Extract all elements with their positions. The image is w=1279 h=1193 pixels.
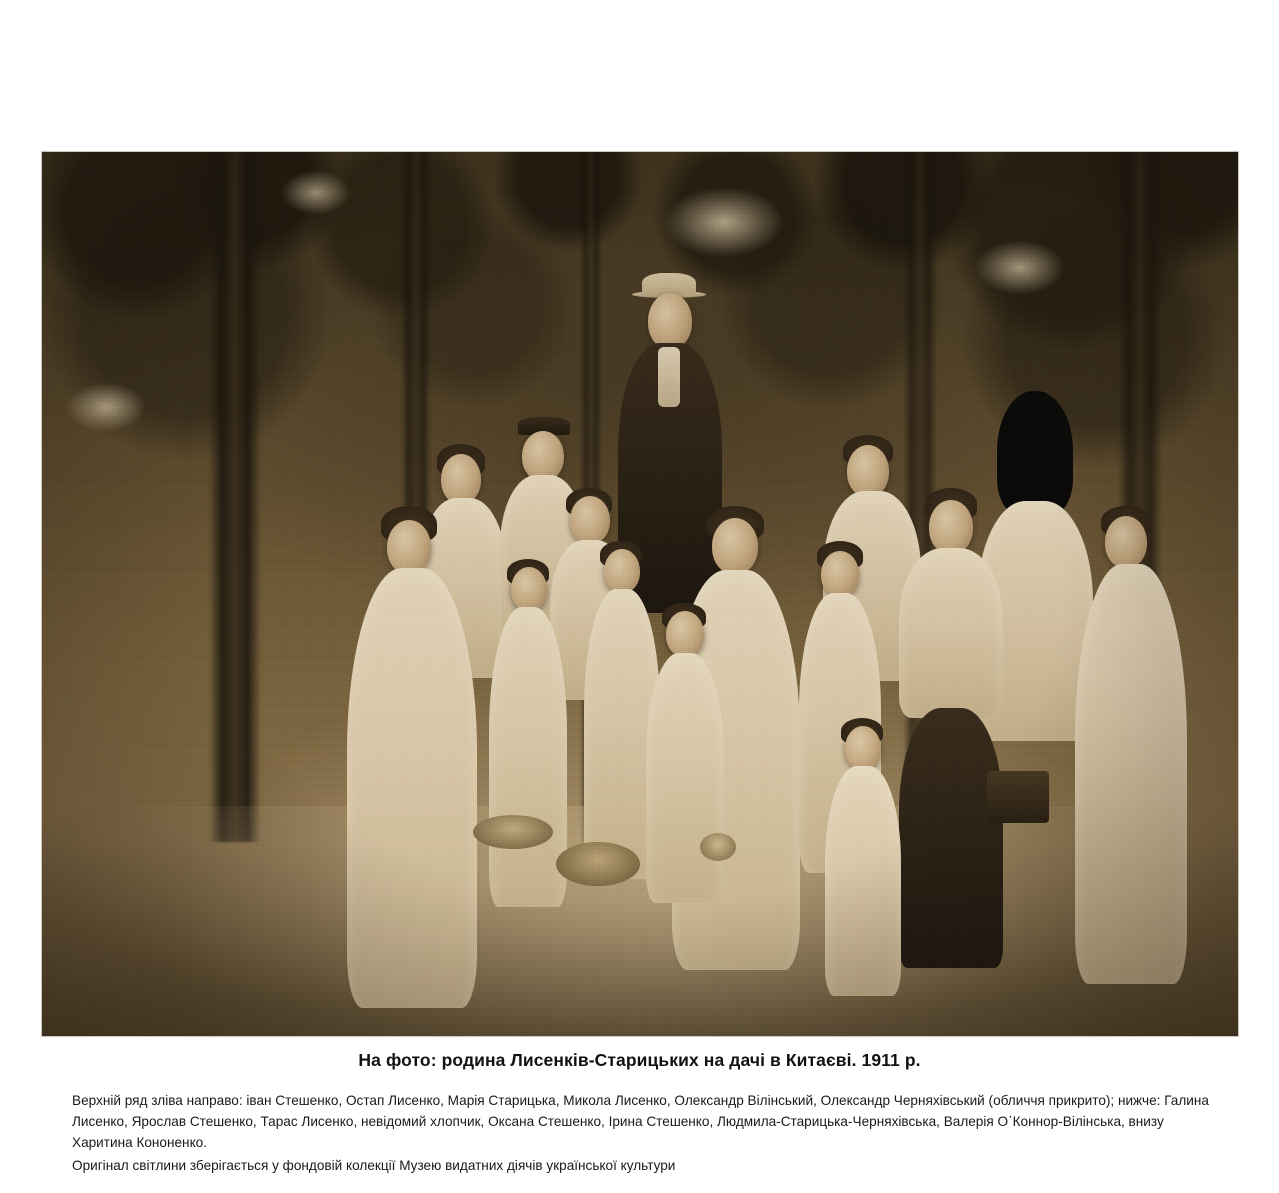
head bbox=[712, 518, 758, 574]
girl-dress bbox=[825, 766, 901, 996]
light-gap-a bbox=[664, 187, 784, 257]
head bbox=[1105, 516, 1147, 568]
light-gap-b bbox=[975, 240, 1065, 295]
head bbox=[511, 567, 547, 611]
light-gap-d bbox=[66, 382, 146, 432]
head bbox=[522, 431, 564, 481]
head bbox=[604, 549, 640, 593]
held-hat-center bbox=[556, 842, 640, 886]
held-hat-right bbox=[700, 833, 736, 861]
person-halyna-lysenko bbox=[341, 506, 481, 1019]
head bbox=[570, 496, 610, 544]
head bbox=[821, 551, 859, 597]
person-valeriia-okonnor-vilinska bbox=[1071, 506, 1191, 1001]
caption-description: Верхній ряд зліва направо: іван Стешенко, Остап Лисенко, Марія Старицька, Микола Лисенко, Олександр Вілінський, Олександр Черняхівський (обличчя прикрито); нижче: Галина Лисенко, Ярослав Стешенко, Тарас Лисенко, невідомий хлопчик, Оксана Стешенко, Ірина Стешенко, Людмила-Старицька-Черняхівська, Валерія О᾽Коннор-Вілінська, внизу Харитина Кононенко. bbox=[72, 1093, 1209, 1150]
boy-shirt bbox=[489, 607, 567, 907]
held-bag-right bbox=[987, 771, 1049, 823]
person-yaroslav-steshenko bbox=[485, 559, 571, 983]
head bbox=[648, 293, 692, 349]
patterned-dress bbox=[1075, 564, 1187, 984]
photo-scene bbox=[42, 152, 1238, 1036]
family-photograph bbox=[42, 152, 1238, 1036]
person-kharytyna-kononenko bbox=[819, 718, 905, 1019]
shirt-front bbox=[658, 347, 680, 407]
head bbox=[847, 445, 889, 497]
caption-source: Оригінал світлини зберігається у фондовій колекції Музею видатних діячів української культури bbox=[72, 1158, 676, 1173]
head bbox=[929, 500, 973, 554]
light-gap-c bbox=[281, 170, 351, 215]
tree-trunk-left bbox=[209, 152, 261, 842]
embroidered-blouse bbox=[899, 548, 1003, 718]
dark-skirt bbox=[899, 708, 1003, 968]
person-unknown-boy bbox=[640, 603, 728, 974]
long-white-dress bbox=[347, 568, 477, 1008]
photo-caption-body bbox=[72, 1090, 1217, 1176]
held-hat-left bbox=[473, 815, 553, 849]
head bbox=[845, 726, 881, 770]
head bbox=[441, 454, 481, 504]
person-liudmyla-starytska-cherniakhivska bbox=[891, 488, 1011, 1001]
head bbox=[666, 611, 704, 657]
photo-caption-title: На фото: родина Лисенків-Старицьких на дачі в Китаєві. 1911 р. bbox=[358, 1050, 921, 1070]
boy-shirt bbox=[646, 653, 724, 903]
head bbox=[387, 520, 431, 574]
